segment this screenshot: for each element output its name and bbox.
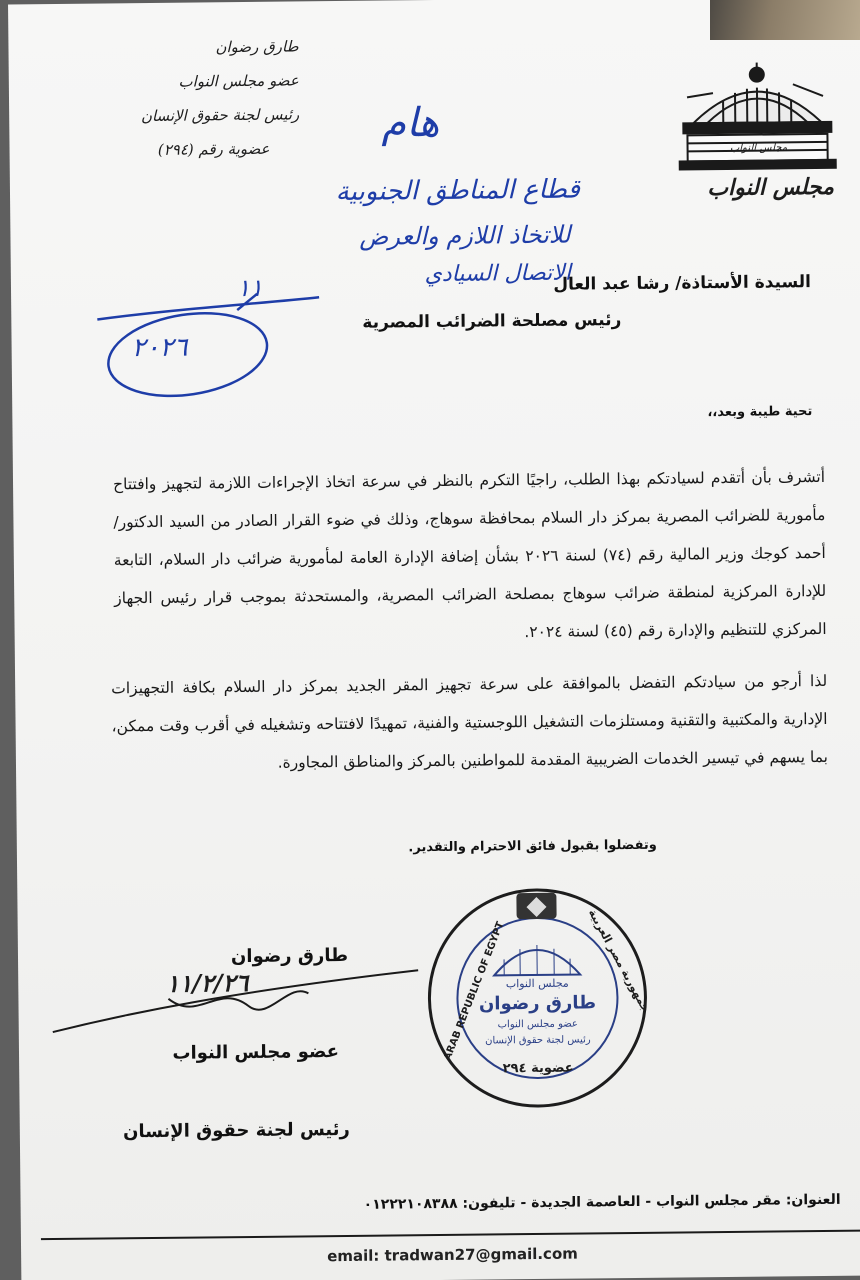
signature-scribble (48, 960, 429, 1044)
signature-title: عضو مجلس النواب (172, 1041, 340, 1064)
recipient-salutation: السيدة الأستاذة/ رشا عبد العال (553, 272, 812, 295)
stamp-inner-name: طارق رضوان (478, 992, 597, 1015)
handwritten-routing-line-1: قطاع المناطق الجنوبية (335, 174, 581, 208)
sender-block (48, 29, 299, 168)
handwritten-routing-line-3: الاتصال السيادي (424, 260, 571, 288)
signature-handwritten-date: ١١/٢/٢٦ (166, 967, 249, 998)
body-paragraph-2: لذا أرجو من سيادتكم التفضل بالموافقة على سرعة تجهيز المقر الجديد بمركز دار السلام بكافة التجهيزات الإدارية والمكتبية والتقنية ومستلزمات التشغيل اللوجستية والفنية، تمهيدًا لافتتاحه وتشغيله في أقرب وقت ممكن، بما يسهم في تيسير الخدمات الضريبية المقدمة للمواطنين بالمركز والمناطق المجاورة. (111, 671, 829, 772)
stamp-inner-committee: رئيس لجنة حقوق الإنسان (485, 1034, 591, 1047)
handwritten-number: ١١ (236, 273, 263, 303)
handwritten-routing-line-2: للاتخاذ اللازم والعرض (359, 220, 571, 251)
sender-name: طارق رضوان (215, 37, 299, 57)
handwritten-circle-mark (87, 273, 348, 416)
sender-committee: رئيس لجنة حقوق الإنسان (140, 105, 300, 126)
handwritten-date: ٢٠٢٦ (131, 332, 188, 364)
parliament-logo (673, 62, 843, 214)
logo-org-name: مجلس النواب (707, 173, 835, 202)
logo-caption: مجلس النواب (729, 142, 788, 154)
footer-email: email: tradwan27@gmail.com (327, 1244, 578, 1266)
footer-divider (41, 1230, 860, 1241)
stamp-outer-text-ar: جمهورية مصر العربية (585, 907, 653, 1015)
stamp-inner-top: مجلس النواب (505, 976, 569, 991)
stamp-membership: عضوية ٢٩٤ (502, 1060, 574, 1077)
official-stamp (423, 884, 651, 1112)
handwritten-note-important: هام (381, 99, 440, 147)
greeting: تحية طيبة وبعد،، (707, 404, 813, 421)
letter-page (8, 0, 860, 1280)
closing-line: وتفضلوا بقبول فائق الاحترام والتقدير. (408, 837, 657, 856)
footer-address: العنوان: مقر مجلس النواب - العاصمة الجديدة - تليفون: ٠١٢٢٢١٠٨٣٨٨ (363, 1191, 841, 1213)
signature-name: طارق رضوان (230, 944, 349, 968)
stamp-outer-text-en: ARAB REPUBLIC OF EGYPT (442, 920, 507, 1062)
signature-committee: رئيس لجنة حقوق الإنسان (122, 1118, 350, 1143)
sender-membership: عضوية رقم (٢٩٤) (157, 139, 270, 159)
parliament-building-icon (673, 62, 842, 174)
sender-title: عضو مجلس النواب (178, 71, 299, 91)
stamp-inner-sub: عضو مجلس النواب (497, 1018, 578, 1031)
recipient-position: رئيس مصلحة الضرائب المصرية (362, 310, 622, 333)
body-paragraph-1: أتشرف بأن أتقدم لسيادتكم بهذا الطلب، راجيًا التكرم بالنظر في سرعة اتخاذ الإجراءات اللازمة لتجهيز وافتتاح مأمورية للضرائب المصرية بمركز دار السلام بمحافظة سوهاج، وذلك في ضوء القرار الصادر من السيد الدكتور/ أحمد كوجك وزير المالية رقم (٧٤) لسنة ٢٠٢٦ بشأن إضافة الإدارة العامة لمأمورية ضرائب دار السلام، التابعة للإدارة المركزية لمنطقة ضرائب سوهاج بمصلحة الضرائب المصرية، والمستحدثة بموجب قرار رئيس الجهاز المركزي للتنظيم والإدارة رقم (٤٥) لسنة ٢٠٢٤. (112, 467, 827, 642)
background-object (710, 0, 860, 40)
